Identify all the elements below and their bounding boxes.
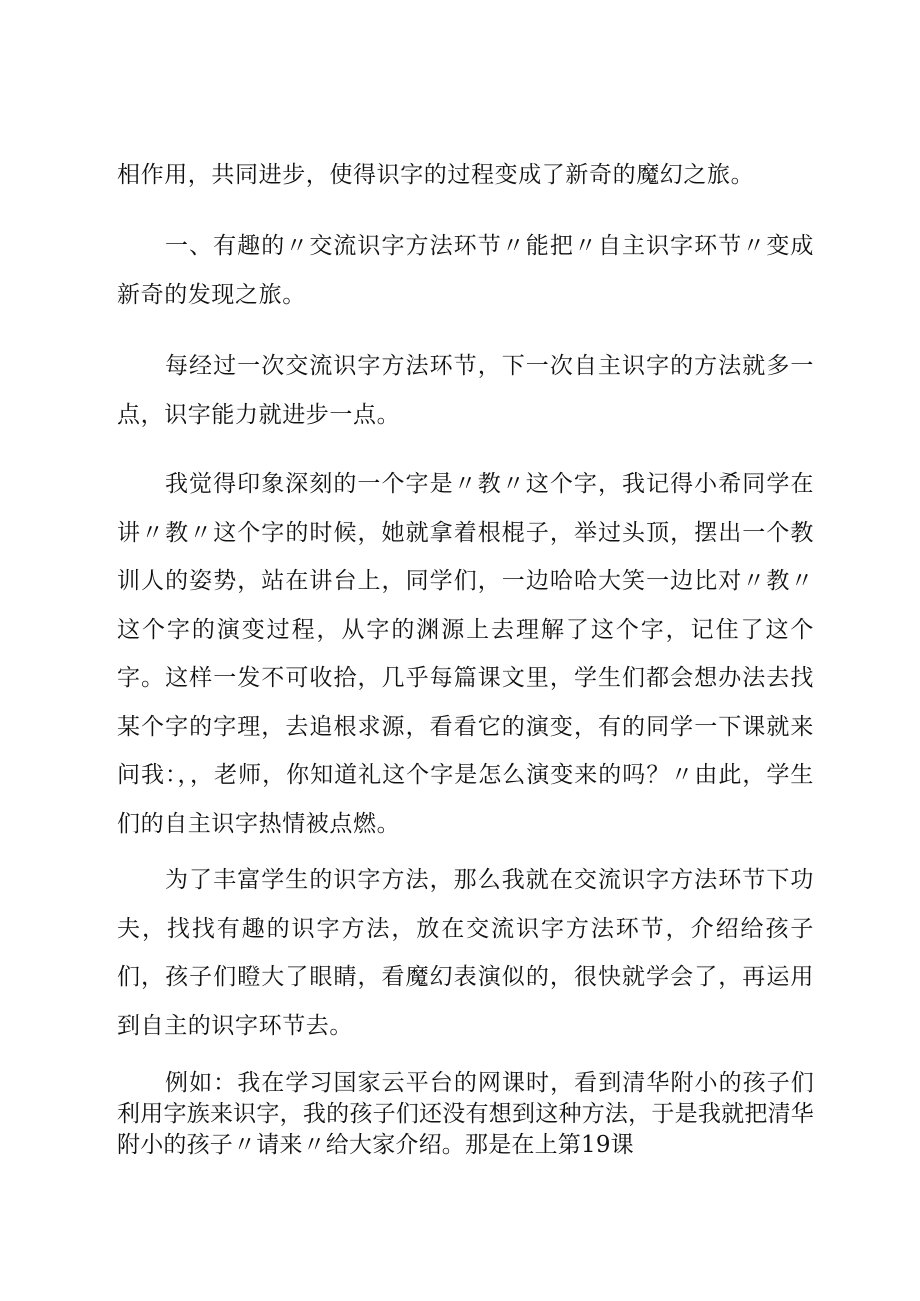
paragraph-continuation: 相作用，共同进步，使得识字的过程变成了新奇的魔幻之旅。 bbox=[117, 162, 755, 188]
paragraph: 例如：我在学习国家云平台的网课时，看到清华附小的孩子们利用字族来识字，我的孩子们还没有想到这种方法，于是我就把清华附小的孩子〃请来〃给大家介绍。那是在上第19课 bbox=[117, 1070, 814, 1158]
paragraph: 每经过一次交流识字方法环节，下一次自主识字的方法就多一点，识字能力就进步一点。 bbox=[117, 353, 814, 428]
paragraph: 我觉得印象深刻的一个字是〃教〃这个字，我记得小希同学在讲〃教〃这个字的时候，她就拿着根棍子，举过头顶，摆出一个教训人的姿势，站在讲台上，同学们，一边哈哈大笑一边比对〃教〃这个字的演变过程，从字的渊源上去理解了这个字，记住了这个字。这样一发不可收拾，几乎每篇课文里，学生们都会想办法去找某个字的字理，去追根求源，看看它的演变，有的同学一下课就来问我：，，老师，你知道礼这个字是怎么演变来的吗？〃由此，学生们的自主识字热情被点燃。 bbox=[117, 471, 814, 837]
section-heading: 一、有趣的〃交流识字方法环节〃能把〃自主识字环节〃变成新奇的发现之旅。 bbox=[117, 233, 814, 308]
paragraph: 为了丰富学生的识字方法，那么我就在交流识字方法环节下功夫，找找有趣的识字方法，放在交流识字方法环节，介绍给孩子们，孩子们瞪大了眼睛，看魔幻表演似的，很快就学会了，再运用到自主的识字环节去。 bbox=[117, 867, 814, 1039]
